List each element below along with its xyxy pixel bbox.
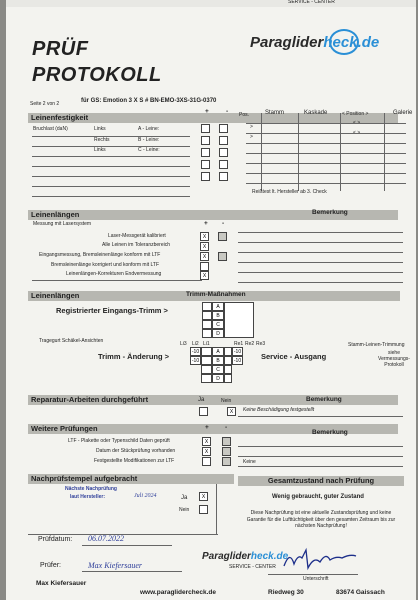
checkbox-ja[interactable] xyxy=(199,407,208,416)
footer-street: Riedweg 30 xyxy=(268,589,304,596)
check-item-label: Alle Leinen im Toleranzbereich xyxy=(102,242,171,248)
position-header: < Position > xyxy=(342,111,369,117)
trim-cell[interactable] xyxy=(202,320,212,329)
checkbox[interactable] xyxy=(218,252,227,261)
registriert-label: Registrierter Eingangs-Trimm > xyxy=(56,306,168,315)
col-header: Li3 xyxy=(180,341,187,347)
plus-header: + xyxy=(204,220,208,227)
section-trimm: Leinenlängen xyxy=(28,291,400,301)
trim-row-label: B xyxy=(212,311,224,320)
unterschrift-label: Unterschrift xyxy=(303,576,329,582)
minus-header: - xyxy=(225,424,228,431)
col-header: Re3 xyxy=(256,341,266,347)
signature-icon xyxy=(280,546,360,574)
trimm-subtitle: Trimm-Maßnahmen xyxy=(186,291,246,298)
section-weitere: Weitere Prüfungen xyxy=(28,424,398,434)
checkbox[interactable] xyxy=(222,437,231,446)
naechste-label: Nächste Nachprüfung xyxy=(65,486,117,492)
logo-main-text: Paraglider xyxy=(250,34,324,51)
trim-row-label: C xyxy=(212,365,224,374)
checkbox[interactable] xyxy=(222,447,231,456)
laut-label: laut Hersteller: xyxy=(70,494,106,500)
section-leinenlaengen: Leinenlängen xyxy=(28,210,398,220)
minus-header: - xyxy=(222,220,225,227)
checkbox[interactable] xyxy=(222,457,231,466)
checkbox[interactable]: X xyxy=(200,252,209,261)
row-side: Links xyxy=(94,147,106,153)
glider-id: für GS: Emotion 3 X S # BN-EMO-3XS-31G-0370 xyxy=(81,98,217,104)
trim-row-label: A xyxy=(212,347,224,356)
row-label: C - Leine: xyxy=(138,147,160,153)
galerie-header: Galerie xyxy=(393,110,413,116)
checkbox[interactable]: X xyxy=(200,242,209,251)
check-item-label: Bremsleinenlänge korrigiert und konform mit LTF xyxy=(51,262,160,268)
siehe-label: siehe Vermessungs- Protokoll xyxy=(378,350,410,368)
aenderung-label: Trimm - Änderung > xyxy=(98,352,170,361)
nein-label: Nein xyxy=(221,398,232,404)
top-strip-text: SERVICE - CENTER xyxy=(288,0,335,5)
footer-service-center: SERVICE - CENTER xyxy=(229,564,276,570)
footer-city: 83674 Gaissach xyxy=(336,589,385,596)
trim-cell[interactable] xyxy=(224,347,232,356)
trim-cell[interactable] xyxy=(224,356,232,365)
trim-cell[interactable]: -10 xyxy=(233,349,242,355)
reparatur-note: Keine Beschädigung festgestellt xyxy=(243,407,315,413)
page-number: Seite 2 von 2 xyxy=(30,101,60,107)
pos-header: Pos. xyxy=(239,112,250,118)
checkbox[interactable] xyxy=(219,148,228,157)
check-item-label: Datum der Stückprüfung vorhanden xyxy=(96,448,176,454)
section-gesamt: Gesamtzustand nach Prüfung xyxy=(238,476,404,486)
title-line-1: PRÜF xyxy=(32,38,89,60)
trim-cell[interactable] xyxy=(201,365,212,374)
pruefer-value: Max Kiefersauer xyxy=(88,561,142,570)
footer-web: www.paraglidercheck.de xyxy=(140,589,216,596)
checkbox[interactable] xyxy=(219,136,228,145)
checkbox[interactable] xyxy=(201,124,210,133)
check-item-label: Leinenlängen-Korrekturen Endvermessung xyxy=(66,271,162,277)
trim-row-label: B xyxy=(212,356,224,365)
checkbox-nein[interactable]: X xyxy=(227,407,236,416)
section-reparatur: Reparatur-Arbeiten durchgeführt xyxy=(28,395,398,405)
tragegurt-label: Tragegurt Schäkel-Ansichten xyxy=(39,338,104,344)
section-leinenfestigkeit: Leinenfestigkeit xyxy=(28,113,398,123)
checkbox[interactable] xyxy=(201,136,210,145)
checkbox[interactable]: X xyxy=(202,447,211,456)
checkbox[interactable] xyxy=(218,232,227,241)
title-line-2: PROTOKOLL xyxy=(32,64,162,86)
next-check-date: Juli 2024 xyxy=(134,493,157,499)
trim-cell[interactable] xyxy=(224,374,232,383)
bemerkung-header: Bemerkung xyxy=(312,209,348,216)
checkbox[interactable]: X xyxy=(200,232,209,241)
ja-label: Ja xyxy=(181,495,188,501)
pruefer-label: Prüfer: xyxy=(40,562,62,569)
checkbox[interactable] xyxy=(200,262,209,271)
trim-cell[interactable] xyxy=(201,347,212,356)
trim-grid xyxy=(224,302,254,338)
plus-header: + xyxy=(205,108,209,115)
row-label: A - Leine: xyxy=(138,126,160,132)
checkbox[interactable]: X xyxy=(202,437,211,446)
row-side: Links xyxy=(94,126,106,132)
trim-row-label: D xyxy=(212,374,224,383)
weitere-note: Keine xyxy=(243,459,256,465)
trim-row-label: C xyxy=(212,320,224,329)
minus-header: - xyxy=(226,108,229,115)
section-stempel: Nachprüfstempel aufgebracht xyxy=(28,474,234,484)
bemerkung-header: Bemerkung xyxy=(312,429,348,436)
col-header: Re1 xyxy=(234,341,244,347)
nein-label: Nein xyxy=(179,507,190,513)
service-ausgang-label: Service - Ausgang xyxy=(261,352,327,361)
protocol-sheet xyxy=(6,0,416,600)
trim-cell[interactable] xyxy=(202,302,212,311)
footer-name: Max Kiefersauer xyxy=(36,580,87,587)
col-header: Li2 xyxy=(192,341,199,347)
col-header: Re2 xyxy=(245,341,255,347)
trim-cell[interactable] xyxy=(224,365,232,374)
footer-logo: Paragliderheck.de xyxy=(202,551,289,562)
checkbox-nein[interactable] xyxy=(199,505,208,514)
ja-label: Ja xyxy=(198,397,205,403)
checkbox[interactable] xyxy=(201,160,210,169)
position-mark: < > xyxy=(353,120,361,126)
position-mark: < > xyxy=(353,130,361,136)
bruchlast-label: Bruchlast (daN) xyxy=(33,126,68,132)
checkbox[interactable]: X xyxy=(200,271,209,280)
pos-mark: > xyxy=(250,124,253,130)
checkbox[interactable] xyxy=(202,457,211,466)
trim-cell[interactable] xyxy=(202,329,212,338)
kaskade-header: Kaskade xyxy=(304,110,328,116)
top-strip xyxy=(6,0,416,7)
checkbox[interactable] xyxy=(219,160,228,169)
col-header: Li1 xyxy=(203,341,210,347)
checkbox[interactable] xyxy=(201,172,210,181)
check-item-label: Festgestellte Modifikationen zur LTF xyxy=(94,458,175,464)
trim-row-label: A xyxy=(212,302,224,311)
system-label: Messung mit Lasersystem xyxy=(33,221,92,227)
pruefdatum-value: 06.07.2022 xyxy=(88,534,124,543)
gesamt-value: Wenig gebraucht, guter Zustand xyxy=(272,494,364,500)
row-side: Rechts xyxy=(94,137,110,143)
trim-cell[interactable]: -10 xyxy=(233,358,242,364)
trim-cell[interactable] xyxy=(201,374,212,383)
bemerkung-header: Bemerkung xyxy=(306,396,342,403)
check-item-label: Laser-Messgerät kalibriert xyxy=(108,233,166,239)
reisstest-note: Reißtest lt. Hersteller ab 3. Check xyxy=(252,189,327,195)
gesamt-legal-text: Diese Nachprüfung ist eine aktuelle Zustandsprüfung und keine Garantie für die Lufttüchtigkeit über den gesamten Zeitraum bis zur nächsten Nachprüfung! xyxy=(246,510,396,529)
pos-mark: > xyxy=(250,134,253,140)
trim-cell[interactable]: -10 xyxy=(191,349,200,355)
check-item-label: LTF - Plakette oder Typenschild Daten geprüft xyxy=(68,438,170,444)
logo-check-text: heck.de xyxy=(323,34,380,51)
checkbox[interactable] xyxy=(201,148,210,157)
trim-cell[interactable] xyxy=(201,356,212,365)
trim-cell[interactable] xyxy=(202,311,212,320)
stamm-trimmung-label: Stamm-Leinen-Trimmung xyxy=(348,342,405,348)
row-label: B - Leine: xyxy=(138,137,160,143)
plus-header: + xyxy=(205,424,209,431)
logo xyxy=(250,34,379,51)
checkbox-ja[interactable]: X xyxy=(199,492,208,501)
trim-cell[interactable]: -10 xyxy=(191,358,200,364)
trim-row-label: D xyxy=(212,329,224,338)
checkbox[interactable] xyxy=(219,124,228,133)
logo-ring-icon xyxy=(329,29,359,55)
checkbox[interactable] xyxy=(219,172,228,181)
check-item-label: Eingangsmessung, Bremsleinenlänge konform mit LTF xyxy=(39,252,161,258)
stamm-header: Stamm xyxy=(265,110,285,116)
pruefdatum-label: Prüfdatum: xyxy=(38,536,73,543)
